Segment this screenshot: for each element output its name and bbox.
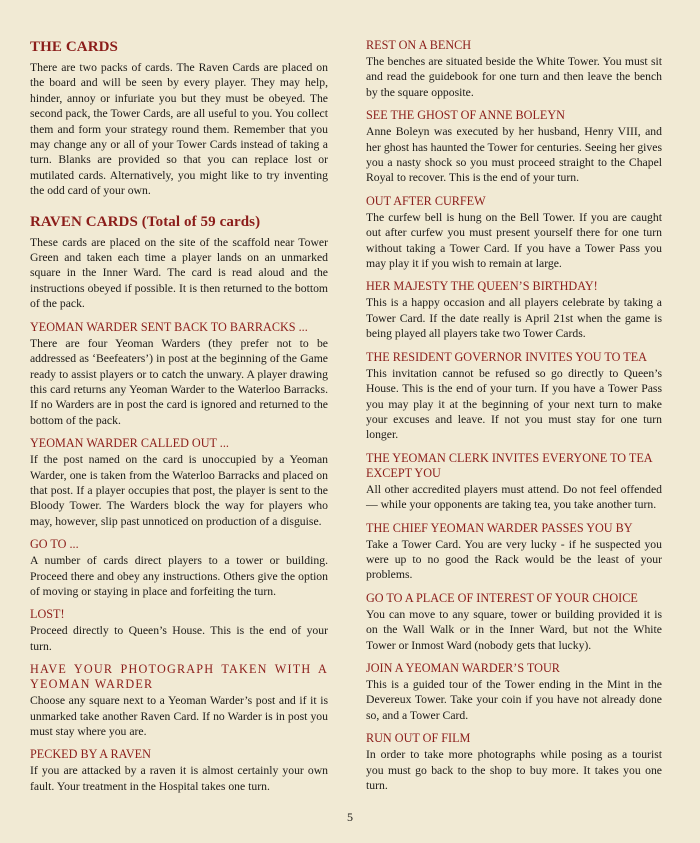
- card-entry-body: There are four Yeoman Warders (they prefer not to be addressed as ‘Beefeaters’) in post at the beginning of the Game ready to assist players or to catch the unwary. A player drawing this card returns any Yeoman Warder to the Waterloo Barracks. If no Warders are in post the card is ignored and returned to the bottom of the pack.: [30, 336, 328, 427]
- card-entry-title: THE YEOMAN CLERK INVITES EVERYONE TO TEA EXCEPT YOU: [366, 450, 652, 480]
- card-entry-title: YEOMAN WARDER CALLED OUT ...: [30, 436, 229, 451]
- card-entry-body: All other accredited players must attend. Do not feel offended — while your opponents are taking tea, you take another turn.: [366, 482, 662, 512]
- card-entry: [366, 591, 662, 653]
- card-entry: [30, 662, 328, 739]
- card-entry: [366, 521, 662, 583]
- card-entry-body: If the post named on the card is unoccupied by a Yeoman Warder, one is taken from the Waterloo Barracks and placed on that post. If a player occupies that post, the player is sent to the Bloody Tower. The Warders block the way for players who may, however, slip past unnoticed on production of a disguise.: [30, 453, 328, 528]
- card-entry-title: HAVE YOUR PHOTOGRAPH TAKEN WITH A YEOMAN WARDER: [30, 662, 328, 692]
- card-entry-title: HER MAJESTY THE QUEEN’S BIRTHDAY!: [366, 279, 598, 294]
- card-entry-title: LOST!: [30, 607, 65, 622]
- card-entry-title: RUN OUT OF FILM: [366, 731, 471, 746]
- card-entry: [366, 350, 662, 443]
- card-entry-body: This invitation cannot be refused so go directly to Queen’s House. This is the end of your turn. If you have a Tower Pass you may play it at the beginning of your next turn to make your excuses and leave. If not you must stay for one turn longer.: [366, 366, 662, 442]
- the-cards-section: [30, 38, 328, 199]
- card-entry-body: This is a guided tour of the Tower ending in the Mint in the Devereux Tower. Take your coin if you have not already done so, and a Tower Card.: [366, 677, 662, 722]
- page-number: 5: [347, 810, 353, 824]
- card-entry-title: PECKED BY A RAVEN: [30, 747, 151, 762]
- card-entry-body: Take a Tower Card. You are very lucky - if he suspected you were up to no good the Rack would be the least of your problems.: [366, 537, 662, 582]
- card-entry-title: THE CHIEF YEOMAN WARDER PASSES YOU BY: [366, 520, 633, 535]
- raven-cards-heading: RAVEN CARDS (Total of 59 cards): [30, 213, 261, 230]
- card-entry-title: GO TO A PLACE OF INTEREST OF YOUR CHOICE: [366, 590, 638, 605]
- card-entry-title: JOIN A YEOMAN WARDER’S TOUR: [366, 660, 560, 675]
- card-entry-body: A number of cards direct players to a tower or building. Proceed there and obey any instructions. Others give the option of moving or staying in place and forfeiting the turn.: [30, 554, 328, 598]
- card-entry-body: You can move to any square, tower or building provided it is on the Wall Walk or in the Inner Ward, but not the White Tower or Inmost Ward (nobody gets that lucky).: [366, 607, 662, 652]
- card-entry-title: GO TO ...: [30, 537, 79, 552]
- card-entry: [366, 108, 662, 186]
- left-column: [30, 38, 328, 794]
- card-entry: [30, 607, 328, 654]
- card-entry: [366, 661, 662, 723]
- card-entry-body: Anne Boleyn was executed by her husband, Henry VIII, and her ghost has haunted the Tower for centuries. Seeing her gives you a nasty shock so you must proceed straight to the Chapel Royal to recover. This is the end of your turn.: [366, 125, 662, 185]
- card-entry: [366, 194, 662, 272]
- card-entry-title: REST ON A BENCH: [366, 38, 472, 52]
- card-entry-title: OUT AFTER CURFEW: [366, 193, 486, 208]
- card-entry-body: Choose any square next to a Yeoman Warder’s post and if it is unmarked take another Raven Card. If no Warder is in post you must stay where you are.: [30, 694, 328, 738]
- card-entry-title: YEOMAN WARDER SENT BACK TO BARRACKS ...: [30, 319, 308, 334]
- right-column: [366, 38, 662, 793]
- card-entry: [366, 279, 662, 341]
- card-entry-body: Proceed directly to Queen’s House. This is the end of your turn.: [30, 624, 328, 653]
- card-entry: [30, 436, 328, 529]
- card-entry-body: The benches are situated beside the White Tower. You must sit and read the guidebook for one turn and then leave the bench by the square opposite.: [366, 55, 662, 99]
- card-entry: [30, 320, 328, 428]
- card-entry: [30, 537, 328, 599]
- the-cards-heading: THE CARDS: [30, 39, 118, 55]
- card-entry: [366, 38, 662, 100]
- card-entry: [30, 747, 328, 794]
- the-cards-body: There are two packs of cards. The Raven Cards are placed on the board and will be seen by every player. They may help, hinder, annoy or infuriate you but they must be obeyed. The second pack, the Tower Cards, are all useful to you. You collect them and form your strategy round them. Remember that you may change any or all of your Tower Cards instead of taking a turn. Blanks are provided so that you can replace lost or mutilated cards. Alternatively, you might like to try inventing the odd card of your own.: [30, 61, 328, 198]
- card-entry-title: SEE THE GHOST OF ANNE BOLEYN: [366, 108, 565, 123]
- card-entry-body: The curfew bell is hung on the Bell Tower. If you are caught out after curfew you must present yourself there for one turn without taking a Tower Card. If you have a Tower Pass you may play it if you wish to remain at large.: [366, 210, 662, 271]
- card-entry: [366, 731, 662, 793]
- card-entry-body: If you are attacked by a raven it is almost certainly your own fault. Your treatment in the Hospital takes one turn.: [30, 764, 328, 793]
- raven-cards-intro: These cards are placed on the site of the scaffold near Tower Green and taken each time a player lands on an unmarked square in the Inner Ward. The card is read aloud and the instructions obeyed if possible. It is then returned to the bottom of the pack.: [30, 235, 328, 311]
- card-entry-title: THE RESIDENT GOVERNOR INVITES YOU TO TEA: [366, 349, 647, 364]
- card-entry-body: In order to take more photographs while posing as a tourist you must go back to the shop to buy more. It takes you one turn.: [366, 748, 662, 792]
- card-entry: [366, 451, 662, 513]
- card-entry-body: This is a happy occasion and all players celebrate by taking a Tower Card. If the date really is April 21st when the game is being played all players take two Tower Cards.: [366, 296, 662, 341]
- raven-cards-section: [30, 213, 328, 312]
